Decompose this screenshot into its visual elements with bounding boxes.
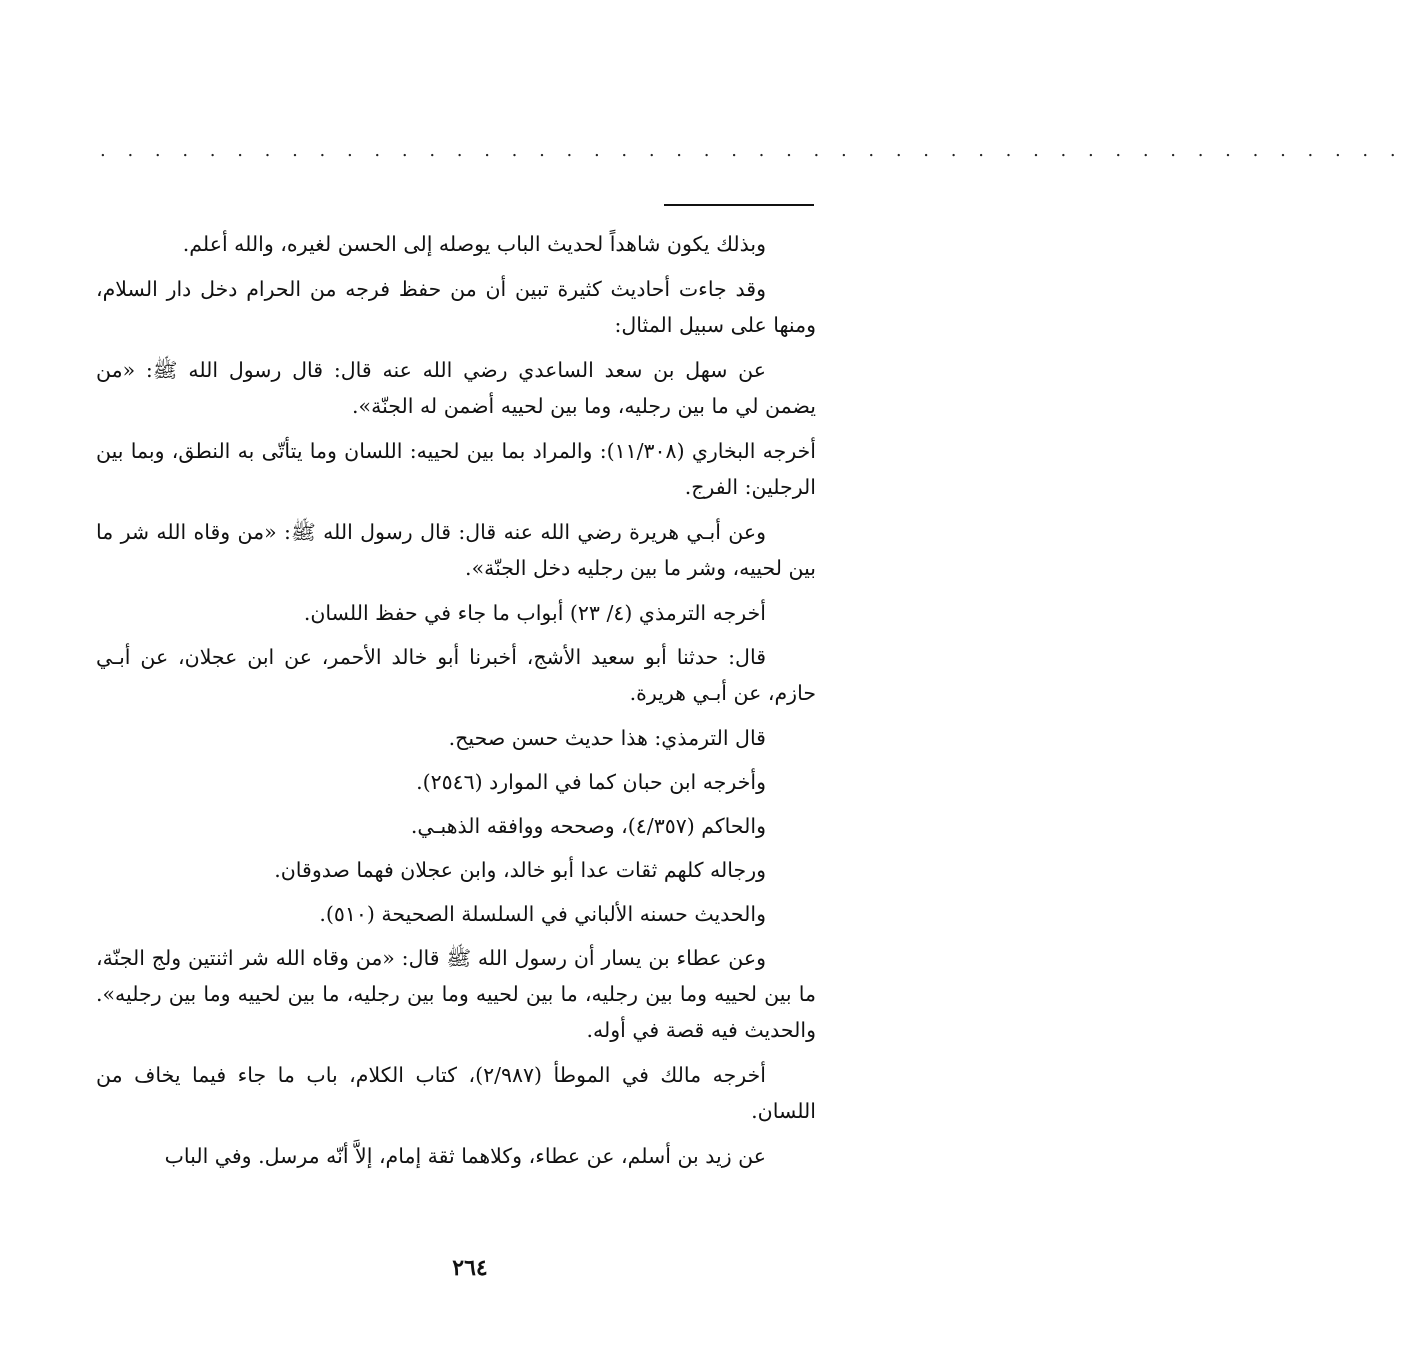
paragraph: أخرجه مالك في الموطأ (٢/٩٨٧)، كتاب الكلام، باب ما جاء فيما يخاف من اللسان. [96,1063,816,1123]
paragraph: والحاكم (٤/٣٥٧)، وصححه ووافقه الذهبـي. [410,814,766,838]
paragraph: وبذلك يكون شاهداً لحديث الباب يوصله إلى الحسن لغيره، والله أعلم. [182,232,766,256]
paragraph: عن زيد بن أسلم، عن عطاء، وكلاهما ثقة إمام، إلاَّ أنّه مرسل. وفي الباب [164,1144,766,1168]
paragraph: وعن أبـي هريرة رضي الله عنه قال: قال رسول الله ﷺ: «من وقاه الله شر ما بين لحييه، وشر ما بين رجليه دخل الجنّة». [96,520,816,580]
paragraph: عن سهل بن سعد الساعدي رضي الله عنه قال: قال رسول الله ﷺ: «من يضمن لي ما بين رجليه، وما بين لحييه أضمن له الجنّة». [96,358,816,418]
paragraph: والحديث حسنه الألباني في السلسلة الصحيحة (٥١٠). [319,902,766,926]
paragraph: وعن عطاء بن يسار أن رسول الله ﷺ قال: «من وقاه الله شر اثنتين ولج الجنّة، ما بين لحييه وما بين رجليه، ما بين لحييه وما بين رجليه، ما بين لحييه وما بين رجليه». والحديث فيه قصة في أوله. [96,946,816,1042]
paragraph: أخرجه البخاري (١١/٣٠٨): والمراد بما بين لحييه: اللسان وما يتأتّى به النطق، وبما بين الرجلين: الفرج. [96,439,816,499]
paragraph: وقد جاءت أحاديث كثيرة تبين أن من حفظ فرجه من الحرام دخل دار السلام، ومنها على سبيل المثال: [96,277,816,337]
paragraph: قال: حدثنا أبو سعيد الأشج، أخبرنا أبو خالد الأحمر، عن ابن عجلان، عن أبـي حازم، عن أبـي هريرة. [96,645,816,705]
footnote-rule [664,204,814,206]
paragraph: وأخرجه ابن حبان كما في الموارد (٢٥٤٦). [416,770,766,794]
body-text [96,226,816,1183]
paragraph: قال الترمذي: هذا حديث حسن صحيح. [448,726,766,750]
paragraph: ورجاله كلهم ثقات عدا أبو خالد، وابن عجلان فهما صدوقان. [274,858,766,882]
page-number: ٢٦٤ [452,1255,488,1281]
dotted-separator: . . . . . . . . . . . . . . . . . . . . . . . . . . . . . . . . . . . . . . . . . . . . . . . . [100,140,1404,161]
paragraph: أخرجه الترمذي (٤/ ٢٣) أبواب ما جاء في حفظ اللسان. [303,601,766,625]
